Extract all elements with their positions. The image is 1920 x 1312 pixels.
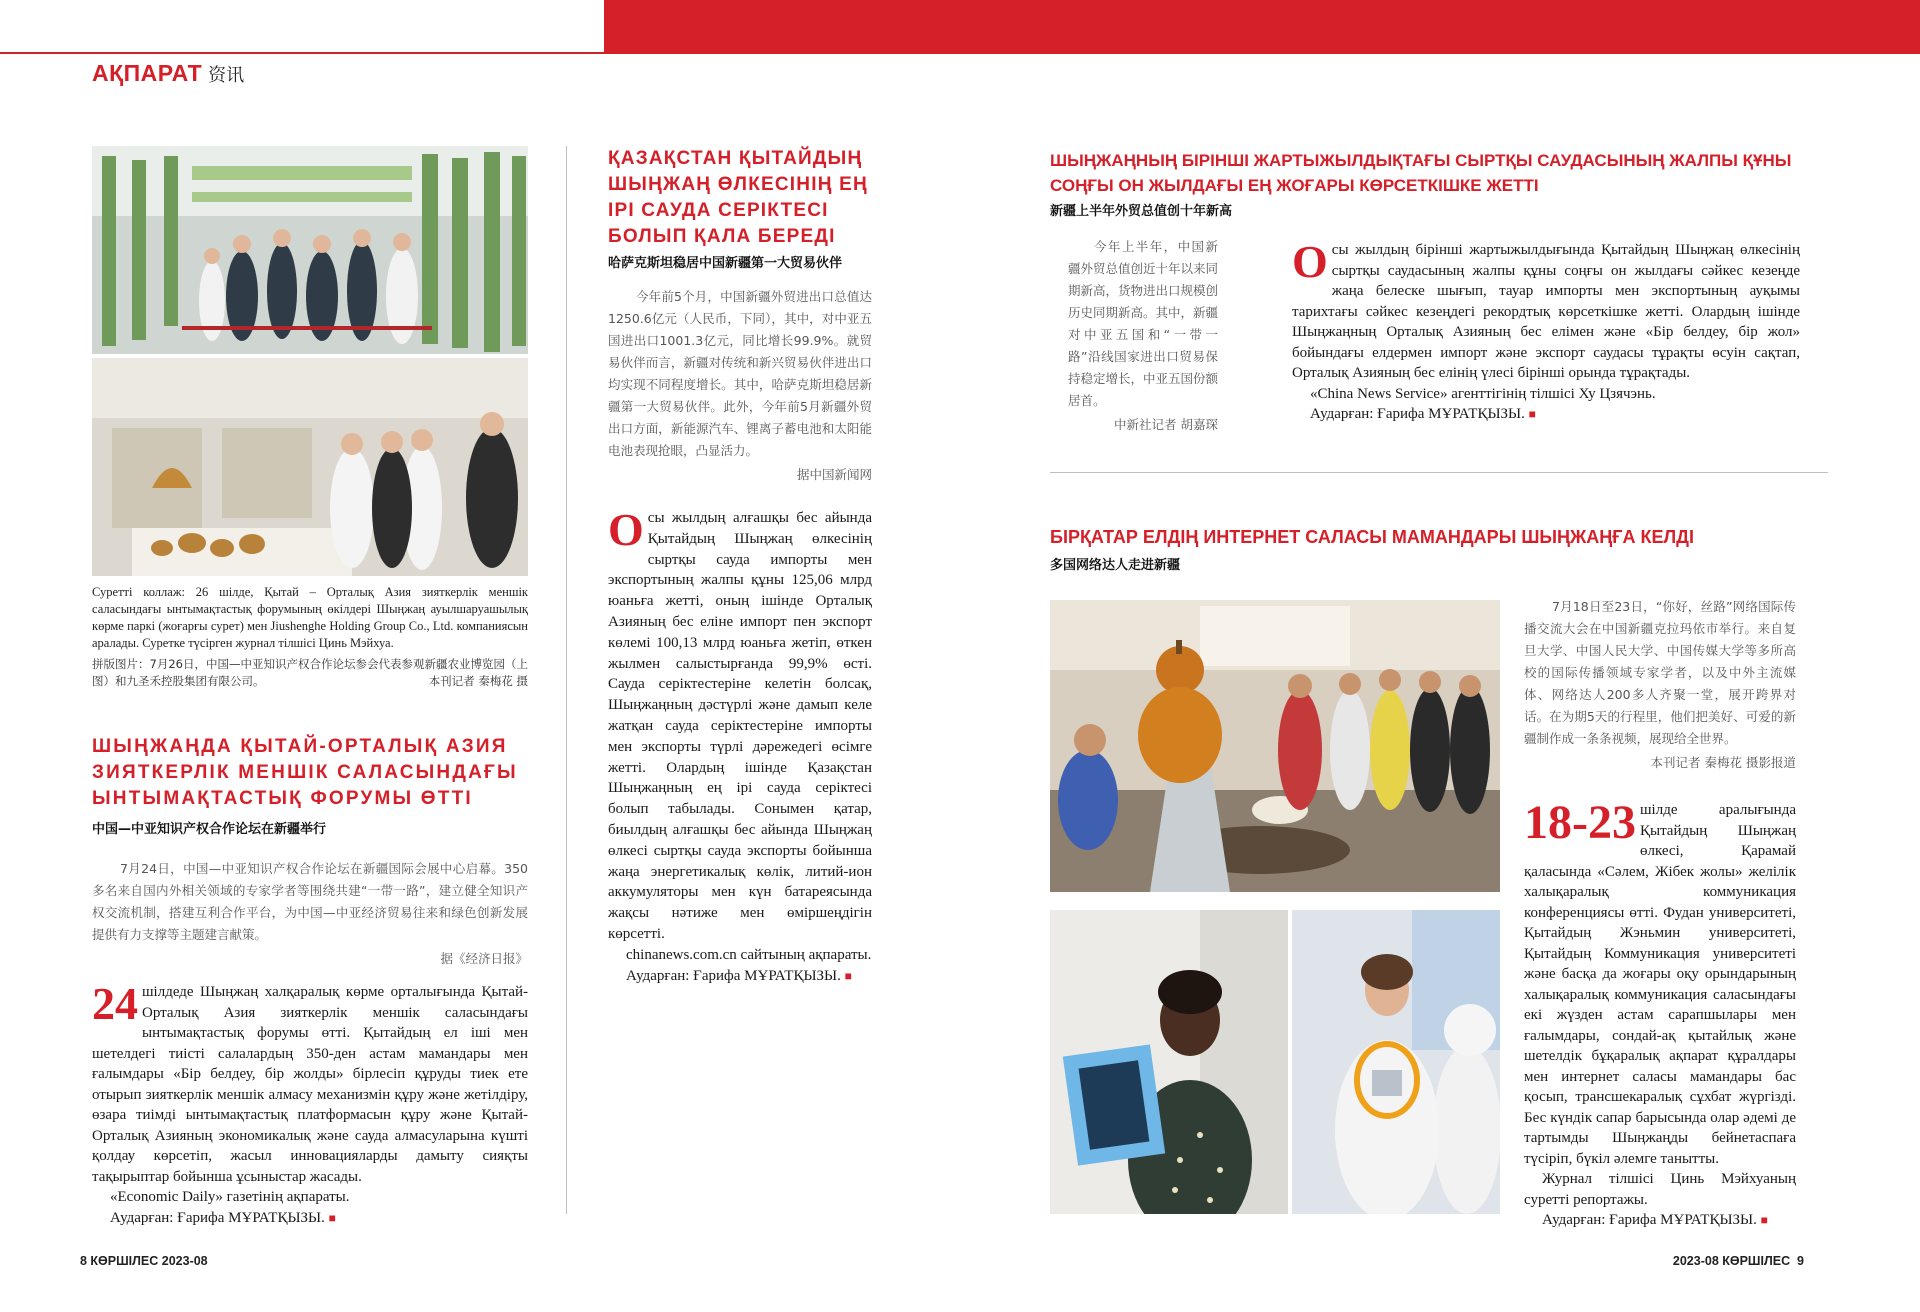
section-tag (92, 60, 244, 87)
header-red-band (604, 0, 1920, 54)
article-title-internet-experts: БІРҚАТАР ЕЛДІҢ ИНТЕРНЕТ САЛАСЫ МАМАНДАРЫ ШЫҢЖАҢҒА КЕЛДІ (1050, 527, 1694, 547)
photo-gourd-craft (1050, 600, 1500, 892)
article-title-ip-forum: ШЫҢЖАҢДА ҚЫТАЙ-ОРТАЛЫҚ АЗИЯ ЗИЯТКЕРЛІК МЕНШІК САЛАСЫНДАҒЫ ЫНТЫМАҚТАСТЫҚ ФОРУМЫ ӨТТІ (92, 736, 518, 809)
body-paragraph: сы жылдың бірінші жартыжылдығында Қытайдың Шыңжаң өлкесінің сыртқы саудасының жалпы құны соңғы он жылдағы сәйкес кезеңде жаңа белеске шығып, тауар импорты мен экспортының ауқымы тарихтағы сәйкес кезеңдегі рекордтық көрсеткішке жетті. Олардың ішінде Шыңжаңның Орталық Азияның бес елімен және «Бір белдеу, бір жол» бойындағы елдермен импорт және экспорт саудасы тұрақты өсуін сақтап, Орталық Азияның бес елінің үлесі бірінші орында тұрақтады. (1292, 242, 1800, 381)
body-paragraph: шілдеде Шыңжаң халқаралық көрме орталығында Қытай-Орталық Азия зияткерлік меншік саласындағы ынтымақтастық форумы өтті. Қытайдың ел іші мен шетелдегі тиісті салалардың 350-ден астам мамандары мен ғалымдары «Бір белдеу, бір жолды» бірлесіп құруды тиек ете отырып зияткерлік меншік алмасу механизмін құру және жетілдіру, өзара тиімді ынтымақтастық платформасын құру және Қытай-Орталық Азияның экономикалық және сауда алмасуларына күшті қолдау көрсетіп, жасыл инновацияларды дамыту сияқты тақырыптар бойынша ұсыныстар жасады. (92, 984, 528, 1185)
photo-caption-cn-text: 拼版图片：7月26日，中国—中亚知识产权合作论坛参会代表参观新疆农业博览园（上图）和九圣禾控股集团有限公司。 (92, 657, 528, 688)
end-mark: ■ (844, 968, 852, 983)
body-translator: Аударған: Ғарифа МҰРАТҚЫЗЫ. (626, 967, 841, 984)
body-translator: Аударған: Ғарифа МҰРАТҚЫЗЫ. (110, 1209, 325, 1226)
article-subtitle-cn-xinjiang-halfyear: 新疆上半年外贸总值创十年新高 (1050, 204, 1233, 219)
article-subtitle-cn-kazakhstan-trade: 哈萨克斯坦稳居中国新疆第一大贸易伙伴 (608, 256, 843, 271)
article-cn-text-kazakhstan-trade (608, 286, 872, 486)
cn-text: 今年前5个月，中国新疆外贸进出口总值达1250.6亿元（人民币，下同），其中，对中亚五国进出口1001.3亿元，同比增长99.9%。就贸易伙伴而言，新疆对传统和新兴贸易伙伴进出口均实现不同程度增长。其中，哈萨克斯坦稳居新疆第一大贸易伙伴。此外，今年前5月新疆外贸出口方面，新能源汽车、锂离子蓄电池和太阳能电池表现抢眼，凸显活力。 (608, 289, 872, 458)
body-source: «Economic Daily» газетінің ақпараты. (110, 1189, 350, 1205)
page-folio-left: 8 КӨРШІЛЕС 2023-08 (80, 1254, 208, 1268)
cn-text: 7月24日，中国—中亚知识产权合作论坛在新疆国际会展中心启幕。350多名来自国内外相关领域的专家学者等围绕共建“一带一路”，建立健全知识产权交流机制，搭建互利合作平台，为中国—中亚经济贸易往来和绿色创新发展提供有力支撑等主题建言献策。 (92, 861, 528, 942)
article-cn-text-internet-experts (1524, 596, 1796, 774)
article-body-xinjiang-halfyear (1292, 236, 1800, 425)
cn-source: 本刊记者 秦梅花 摄影报道 (1650, 755, 1796, 770)
photo-astronaut-suit (1292, 910, 1500, 1214)
photo-caption (92, 584, 528, 690)
section-title-kz: АҚПАРАТ (92, 60, 203, 86)
dropcap: О (608, 504, 644, 555)
photo-caption-cn (92, 656, 528, 690)
dropcap: 24 (92, 978, 138, 1029)
body-paragraph: шілде аралығында Қытайдың Шыңжаң өлкесі, Қарамай қаласында «Сәлем, Жібек жолы» желілік халықаралық коммуникация конференциясы өтті. Фудан университеті, Қытайдың Жэньмин университеті, Қытайдың Коммуникация университеті және басқа да жоғары оқу орындарының халықаралық коммуникация саласындағы екі жүзден астам сарапшылары мен ғалымдары, сондай-ақ қытайлық және шетелдік бұқаралық ақпарат құралдары мен интернет саласы мамандары бас қосып, трансшекаралық сұхбат жүргізді. Бес күндік сапар барысында олар әдемі де тартымды Шыңжаңды бейнетаспаға түсіріп, бүкіл әлемге танытты. (1524, 802, 1796, 1167)
article-body-internet-experts (1524, 796, 1796, 1231)
body-translator: Аударған: Ғарифа МҰРАТҚЫЗЫ. (1542, 1212, 1757, 1228)
dropcap: О (1292, 236, 1328, 287)
end-mark: ■ (1528, 407, 1536, 421)
photo-papercut-woman (1050, 910, 1288, 1214)
cn-text: 今年上半年，中国新疆外贸总值创近十年以来同期新高，货物进出口规模创历史同期新高。其中，新疆对中亚五国和“一带一路”沿线国家进出口贸易保持稳定增长，中亚五国份额居首。 (1068, 239, 1219, 408)
body-paragraph: сы жылдың алғашқы бес айында Қытайдың Шыңжаң өлкесінің сыртқы сауда импорты мен экспортының жалпы құны 125,06 млрд юаньға жетті, оның ішінде Орталық Азияның бес еліне импорт пен экспорт көлемі 100,13 млрд юаньға жетіп, өткен жылмен салыстырғанда 99,9% өсті. Сауда серіктестеріне келетін болсақ, Шыңжаңның дәстүрлі және дамып келе жатқан сауда серіктестеріне импорты мен экспорты түрлі дәрежедегі өсімге жетті. Олардың ішінде Қазақстан Шыңжаңның ең ірі сауда серіктесі болып табылады. Сонымен қатар, биылдың алғашқы бес айында Шыңжаң өлкесі сыртқы сауда экспорты бойынша жаңа энергетикалық көлік, литий-ион аккумуляторы мен күн батареясында жақсы нәтиже мен өміршеңдігін көрсетті. (608, 510, 872, 942)
article-cn-text-ip-forum (92, 858, 528, 970)
cn-text: 7月18日至23日，“你好，丝路”网络国际传播交流大会在中国新疆克拉玛依市举行。来自复旦大学、中国人民大学、中国传媒大学等多所高校的国际传播领域专家学者，以及中外主流媒体、网络达人200多人齐聚一堂，展开跨界对话。在为期5天的行程里，他们把美好、可爱的新疆制作成一条条视频，展现给全世界。 (1524, 599, 1796, 746)
end-mark: ■ (328, 1210, 336, 1225)
body-source: «China News Service» агенттігінің тілшісі Ху Цзячэнь. (1310, 385, 1656, 402)
photo-credit-cn: 本刊记者 秦梅花 摄 (428, 674, 528, 688)
cn-source: 据《经济日报》 (440, 951, 528, 966)
dropcap: 18-23 (1524, 796, 1636, 849)
section-title-cn: 资讯 (208, 65, 245, 86)
page-folio-right: 2023-08 КӨРШІЛЕС 9 (1672, 1254, 1804, 1268)
article-subtitle-cn-internet-experts: 多国网络达人走进新疆 (1050, 558, 1181, 573)
end-mark: ■ (1760, 1213, 1768, 1227)
body-credit: Журнал тілшісі Цинь Мэйхуаның суретті репортажы. (1524, 1171, 1796, 1208)
column-divider (566, 146, 567, 1214)
article-cn-text-xinjiang-halfyear (1068, 236, 1218, 436)
article-title-kazakhstan-trade: ҚАЗАҚСТАН ҚЫТАЙДЫҢ ШЫҢЖАҢ ӨЛКЕСІНІҢ ЕҢ ІРІ САУДА СЕРІКТЕСІ БОЛЫП ҚАЛА БЕРЕДІ (608, 148, 868, 247)
article-body-kazakhstan-trade (608, 504, 872, 986)
cn-source: 中新社记者 胡嘉琛 (1114, 417, 1218, 432)
article-subtitle-cn-ip-forum: 中国—中亚知识产权合作论坛在新疆举行 (92, 822, 327, 837)
photo-company-visit (92, 358, 528, 576)
body-translator: Аударған: Ғарифа МҰРАТҚЫЗЫ. (1310, 406, 1525, 422)
cn-source: 据中国新闻网 (796, 467, 872, 482)
photo-caption-kz: Суретті коллаж: 26 шілде, Қытай – Орталық Азия зияткерлік меншік саласындағы ынтымақтастық форумының өкілдері Шыңжаң ауылшаруашылық көрме паркі (жоғарғы сурет) мен Jiushenghe Holding Group Co., Ltd. компаниясын аралады. Суретке түсірген журнал тілшісі Цинь Мэйхуа. (92, 585, 528, 650)
article-title-xinjiang-halfyear: ШЫҢЖАҢНЫҢ БІРІНШІ ЖАРТЫЖЫЛДЫҚТАҒЫ СЫРТҚЫ САУДАСЫНЫҢ ЖАЛПЫ ҚҰНЫ СОҢҒЫ ОН ЖЫЛДАҒЫ ЕҢ ЖОҒАРЫ КӨРСЕТКІШКЕ ЖЕТТІ (1050, 151, 1792, 195)
section-divider (1050, 472, 1828, 473)
photo-agricultural-park (92, 146, 528, 354)
article-body-ip-forum (92, 978, 528, 1228)
header-rule (0, 52, 604, 54)
body-source: chinanews.com.cn сайтының ақпараты. (626, 946, 872, 963)
